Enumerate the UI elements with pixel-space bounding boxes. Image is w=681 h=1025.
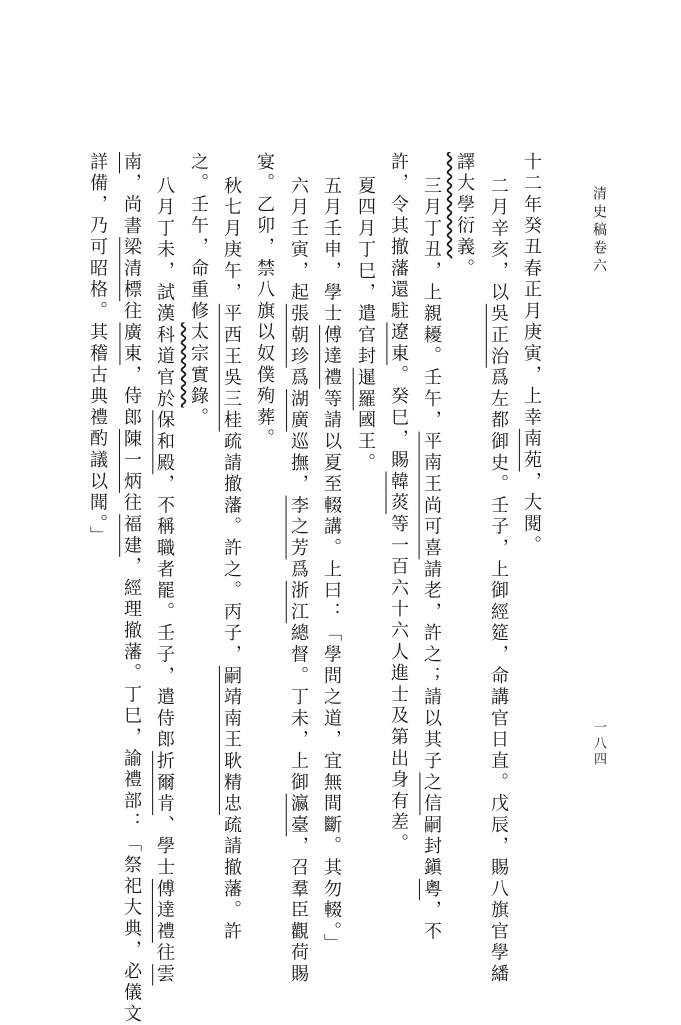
proper-name: 保和殿 bbox=[154, 410, 175, 475]
text-segment: 爲 bbox=[288, 559, 309, 581]
proper-name: 粵 bbox=[421, 878, 442, 901]
text-segment: ，不 bbox=[421, 900, 442, 943]
text-segment: 六月壬寅，起 bbox=[288, 176, 309, 304]
text-segment: 疏請撤藩。許 bbox=[221, 815, 242, 943]
text-segment: 之。壬午，命重修 bbox=[188, 152, 209, 323]
proper-name: 南 bbox=[121, 152, 142, 174]
proper-name: 梁清標 bbox=[121, 237, 142, 302]
running-header: 清史稿卷六 bbox=[591, 186, 607, 276]
text-segment: ，尚書 bbox=[121, 173, 142, 238]
text-column-9 bbox=[253, 152, 275, 450]
text-segment: 等請以夏至輟講。上曰：「學問之道，宜無間斷。其勿輟。」 bbox=[321, 389, 342, 956]
proper-name: 平南王尚可喜 bbox=[421, 431, 442, 560]
proper-name: 嗣靖南王耿精忠 bbox=[221, 665, 242, 816]
text-segment: 往 bbox=[121, 492, 142, 515]
text-segment: 詳備，乃可昭格。其稽古典禮酌議以聞。」 bbox=[87, 152, 108, 548]
proper-name: 平西王吳三桂 bbox=[221, 303, 242, 432]
text-segment: 秋七月庚午， bbox=[221, 176, 242, 304]
text-column-8 bbox=[287, 176, 309, 986]
text-segment: 五月壬申，學士 bbox=[321, 176, 342, 326]
text-segment: 十二年癸丑春正月庚寅，上幸 bbox=[521, 152, 542, 429]
proper-name: 福建 bbox=[121, 514, 142, 557]
text-segment: 。 bbox=[454, 258, 475, 280]
proper-name: 浙江 bbox=[288, 580, 309, 624]
text-segment: 嗣封鎭 bbox=[421, 815, 442, 879]
text-column-5 bbox=[387, 152, 409, 855]
text-segment: ，召羣臣觀荷賜 bbox=[288, 836, 309, 986]
proper-name: 暹羅 bbox=[355, 367, 376, 411]
text-column-14 bbox=[86, 152, 108, 548]
proper-name: 折爾肯 bbox=[154, 751, 175, 816]
text-segment: 八月丁未，試漢科道官於 bbox=[154, 176, 175, 411]
text-column-1 bbox=[520, 152, 542, 557]
text-column-4 bbox=[420, 176, 442, 943]
text-segment: 等一百六十六人進士及第出身有差。 bbox=[388, 514, 409, 855]
proper-name: 雲 bbox=[154, 964, 175, 986]
text-segment: 宴。乙卯，禁八旗以奴僕殉葬。 bbox=[254, 152, 275, 451]
book-title: 譯大學衍義 bbox=[454, 152, 475, 259]
text-segment: 國王。 bbox=[355, 410, 376, 475]
text-segment: 夏四月丁巳，遣官封 bbox=[355, 176, 376, 368]
proper-name: 之信 bbox=[421, 772, 442, 816]
proper-name: 湖廣 bbox=[288, 389, 309, 432]
text-column-3 bbox=[453, 152, 475, 280]
proper-name: 傅達禮 bbox=[321, 325, 342, 390]
proper-name: 南苑 bbox=[521, 428, 542, 472]
book-title: 太宗實錄 bbox=[188, 322, 209, 408]
text-column-6 bbox=[354, 176, 376, 474]
proper-name: 陳一炳 bbox=[121, 428, 142, 493]
text-segment: 總督。丁未，上御 bbox=[288, 623, 309, 794]
text-segment: 爲左都御史。壬子，上御經筵，命講官日直。戊辰，賜八旗官學繙 bbox=[488, 367, 509, 986]
text-segment: 爲 bbox=[288, 367, 309, 390]
text-column-12 bbox=[153, 176, 175, 985]
text-column-7 bbox=[320, 176, 342, 955]
text-segment: 疏請撤藩。許之。丙子， bbox=[221, 431, 242, 666]
text-column-10 bbox=[220, 176, 242, 943]
text-segment: ，不稱職者罷。壬子，遣侍郎 bbox=[154, 474, 175, 752]
text-segment: 請老，許之；請以其子 bbox=[421, 559, 442, 773]
text-segment: 、學士 bbox=[154, 815, 175, 879]
text-column-11 bbox=[187, 152, 209, 429]
text-column-2 bbox=[487, 176, 509, 985]
text-segment: 二月辛亥，以 bbox=[488, 176, 509, 304]
text-segment: ，經理撤藩。丁巳，諭禮部：「祭祀大典，必儀文 bbox=[121, 556, 142, 1025]
proper-name: 廣東 bbox=[121, 322, 142, 366]
text-segment: 巡撫， bbox=[288, 431, 309, 496]
page-number: 一八四 bbox=[591, 720, 606, 768]
text-segment: ，大閱。 bbox=[521, 471, 542, 557]
text-segment: 。 bbox=[188, 407, 209, 429]
text-column-13 bbox=[120, 152, 142, 1025]
proper-name: 遼東 bbox=[388, 322, 409, 366]
proper-name: 張朝珍 bbox=[288, 303, 309, 368]
proper-name: 傅達禮 bbox=[154, 878, 175, 943]
text-segment: ，侍郎 bbox=[121, 365, 142, 429]
text-segment: 。癸巳，賜 bbox=[388, 365, 409, 472]
text-segment: 往 bbox=[121, 301, 142, 323]
text-segment: 往 bbox=[154, 942, 175, 965]
proper-name: 瀛臺 bbox=[288, 793, 309, 837]
text-segment: 許，令其撤藩還駐 bbox=[388, 152, 409, 323]
text-segment: 三月丁丑，上親耰。壬午， bbox=[421, 176, 442, 432]
proper-name: 李之芳 bbox=[288, 495, 309, 560]
proper-name: 吳正治 bbox=[488, 303, 509, 368]
proper-name: 韓菼 bbox=[388, 471, 409, 515]
